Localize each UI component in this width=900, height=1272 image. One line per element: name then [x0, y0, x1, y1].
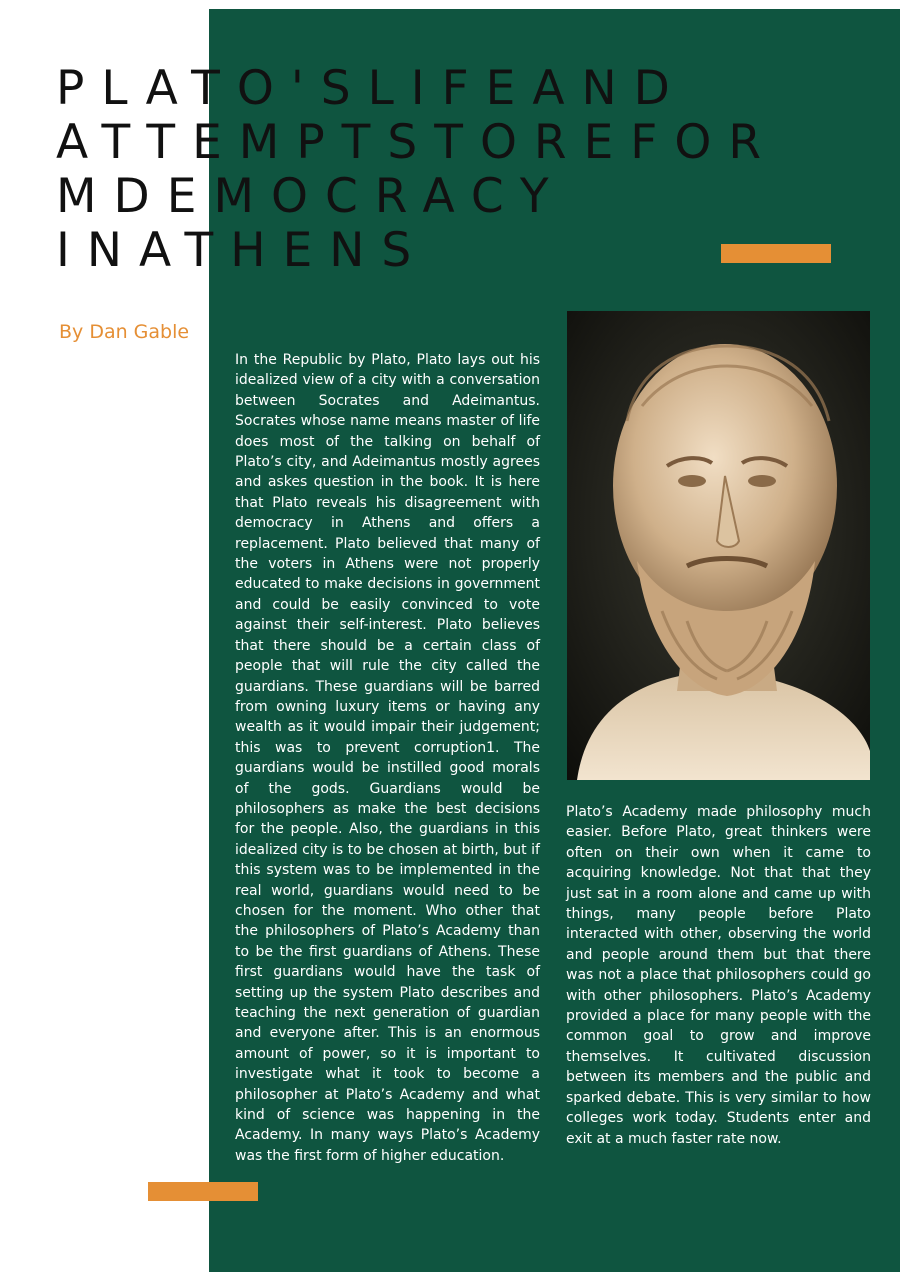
- body-column-left: In the Republic by Plato, Plato lays out his idealized view of a city with a conversation between Socrates and Adeimantus. Socrates whose name means master of life does most of the talking on behalf of Plato’s city, and Adeimantus mostly agrees and askes question in the book. It is here that Plato reveals his disagreement with democracy in Athens and offers a replacement. Plato believed that many of the voters in Athens were not properly educated to make decisions in government and could be easily convinced to vote against their self-interest. Plato believes that there should be a certain class of people that will rule the city called the guardians. These guardians will be barred from owning luxury items or having any wealth as it would impair their judgement; this was to prevent corruption1. The guardians would be instilled good morals of the gods. Guardians would be philosophers as make the best decisions for the people. Also, the guardians in this idealized city is to be chosen at birth, but if this system was to be implemented in the real world, guardians would need to be chosen for the moment. Who other that the philosophers of Plato’s Academy than to be the first guardians of Athens. These first guardians would have the task of setting up the system Plato describes and teaching the next generation of guardian and everyone after. This is an enormous amount of power, so it is important to investigate what it took to become a philosopher at Plato’s Academy and what kind of science was happening in the Academy. In many ways Plato’s Academy was the first form of higher education.: [235, 352, 540, 1164]
- title-line: INATHENS: [56, 223, 429, 278]
- accent-bar-top: [721, 244, 831, 263]
- plato-bust-image: [567, 311, 870, 780]
- title-line: MDEMOCRACY: [56, 169, 566, 224]
- body-column-right: Plato’s Academy made philosophy much easier. Before Plato, great thinkers were often on their own when it came to acquiring knowledge. Not that that they just sat in a room alone and came up with things, many people before Plato interacted with other, observing the world and people around them but that there was not a place that philosophers could go with other philosophers. Plato’s Academy provided a place for many people with the common goal to grow and improve themselves. It cultivated discussion between its members and the public and sparked debate. This is very similar to how colleges work today. Students enter and exit at a much faster rate now.: [566, 804, 871, 1147]
- title-line: PLATO'SLIFEAND: [56, 61, 687, 116]
- title-line: ATTEMPTSTOREFOR: [56, 115, 778, 170]
- author-byline: By Dan Gable: [59, 321, 190, 343]
- article-title: [56, 62, 778, 278]
- accent-bar-bottom: [148, 1182, 258, 1201]
